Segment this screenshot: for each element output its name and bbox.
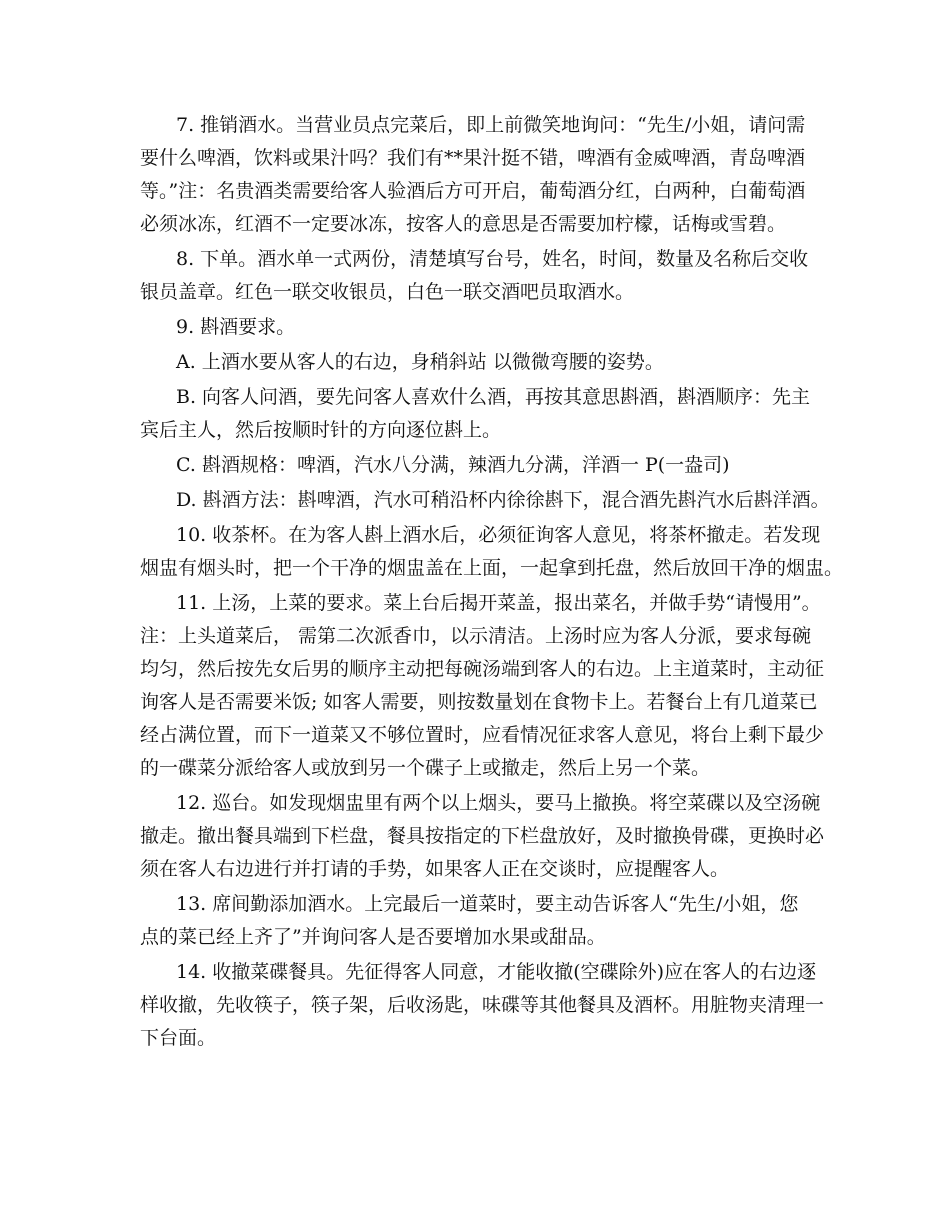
paragraph-7-line-3: 等。”注：名贵酒类需要给客人验酒后方可开启，葡萄酒分红，白两种，白葡萄酒 bbox=[140, 180, 806, 202]
paragraph-12-line-3: 须在客人右边进行并打请的手势，如果客人正在交谈时，应提醒客人。 bbox=[140, 858, 730, 880]
paragraph-7-line-2: 要什么啤酒，饮料或果汁吗？我们有**果汁挺不错，啤酒有金威啤酒，青岛啤酒 bbox=[140, 147, 806, 169]
paragraph-14-line-2: 样收撤，先收筷子，筷子架，后收汤匙，味碟等其他餐具及酒杯。用脏物夹清理一 bbox=[140, 994, 825, 1016]
paragraph-11-line-3: 均匀，然后按先女后男的顺序主动把每碗汤端到客人的右边。上主道菜时，主动征 bbox=[140, 658, 825, 680]
paragraph-13-line-1: 13. 席间勤添加酒水。上完最后一道菜时，要主动告诉客人“先生/小姐，您 bbox=[176, 893, 799, 915]
paragraph-12-line-2: 撤走。撤出餐具端到下栏盘，餐具按指定的下栏盘放好，及时撤换骨碟，更换时必 bbox=[140, 825, 825, 847]
paragraph-8-line-2: 银员盖章。红色一联交收银员，白色一联交酒吧员取酒水。 bbox=[140, 281, 635, 303]
paragraph-11-line-1: 11. 上汤，上菜的要求。菜上台后揭开菜盖，报出菜名，并做手势“请慢用”。 bbox=[176, 592, 821, 614]
paragraph-8-line-1: 8. 下单。酒水单一式两份，清楚填写台号，姓名，时间，数量及名称后交收 bbox=[176, 248, 809, 270]
paragraph-11-line-2: 注：上头道菜后， 需第二次派香巾，以示清洁。上汤时应为客人分派，要求每碗 bbox=[140, 625, 812, 647]
item-b-line-2: 宾后主人，然后按顺时针的方向逐位斟上。 bbox=[140, 419, 502, 441]
paragraph-11-line-5: 经占满位置，而下一道菜又不够位置时，应看情况征求客人意见，将台上剩下最少 bbox=[140, 724, 825, 746]
paragraph-11-line-6: 的一碟菜分派给客人或放到另一个碟子上或撤走，然后上另一个菜。 bbox=[140, 757, 711, 779]
item-b-line-1: B. 向客人问酒，要先问客人喜欢什么酒，再按其意思斟酒，斟酒顺序：先主 bbox=[176, 386, 811, 408]
paragraph-10-line-2: 烟盅有烟头时，把一个干净的烟盅盖在上面，一起拿到托盘，然后放回干净的烟盅。 bbox=[140, 557, 844, 579]
paragraph-11-line-4: 询客人是否需要米饭; 如客人需要，则按数量划在食物卡上。若餐台上有几道菜已 bbox=[140, 691, 818, 713]
paragraph-12-line-1: 12. 巡台。如发现烟盅里有两个以上烟头，要马上撤换。将空菜碟以及空汤碗 bbox=[176, 792, 821, 814]
paragraph-10-line-1: 10. 收茶杯。在为客人斟上酒水后，必须征询客人意见，将茶杯撤走。若发现 bbox=[176, 524, 821, 546]
paragraph-13-line-2: 点的菜已经上齐了”并询问客人是否要增加水果或甜品。 bbox=[140, 926, 606, 948]
paragraph-7-line-1: 7. 推销酒水。当营业员点完菜后，即上前微笑地询问：“先生/小姐，请问需 bbox=[176, 114, 806, 136]
item-c-line-1: C. 斟酒规格：啤酒，汽水八分满，辣酒九分满，洋酒一 P(一盎司) bbox=[176, 454, 730, 476]
paragraph-14-line-1: 14. 收撤菜碟餐具。先征得客人同意，才能收撤(空碟除外)应在客人的右边逐 bbox=[176, 961, 817, 983]
paragraph-14-line-3: 下台面。 bbox=[140, 1027, 217, 1049]
paragraph-9-heading: 9. 斟酒要求。 bbox=[176, 316, 296, 338]
item-d-line-1: D. 斟酒方法：斟啤酒，汽水可稍沿杯内徐徐斟下，混合酒先斟汽水后斟洋酒。 bbox=[176, 489, 830, 511]
paragraph-7-line-4: 必须冰冻，红酒不一定要冰冻，按客人的意思是否需要加柠檬，话梅或雪碧。 bbox=[140, 213, 787, 235]
item-a-line-1: A. 上酒水要从客人的右边，身稍斜站 以微微弯腰的姿势。 bbox=[176, 351, 664, 373]
